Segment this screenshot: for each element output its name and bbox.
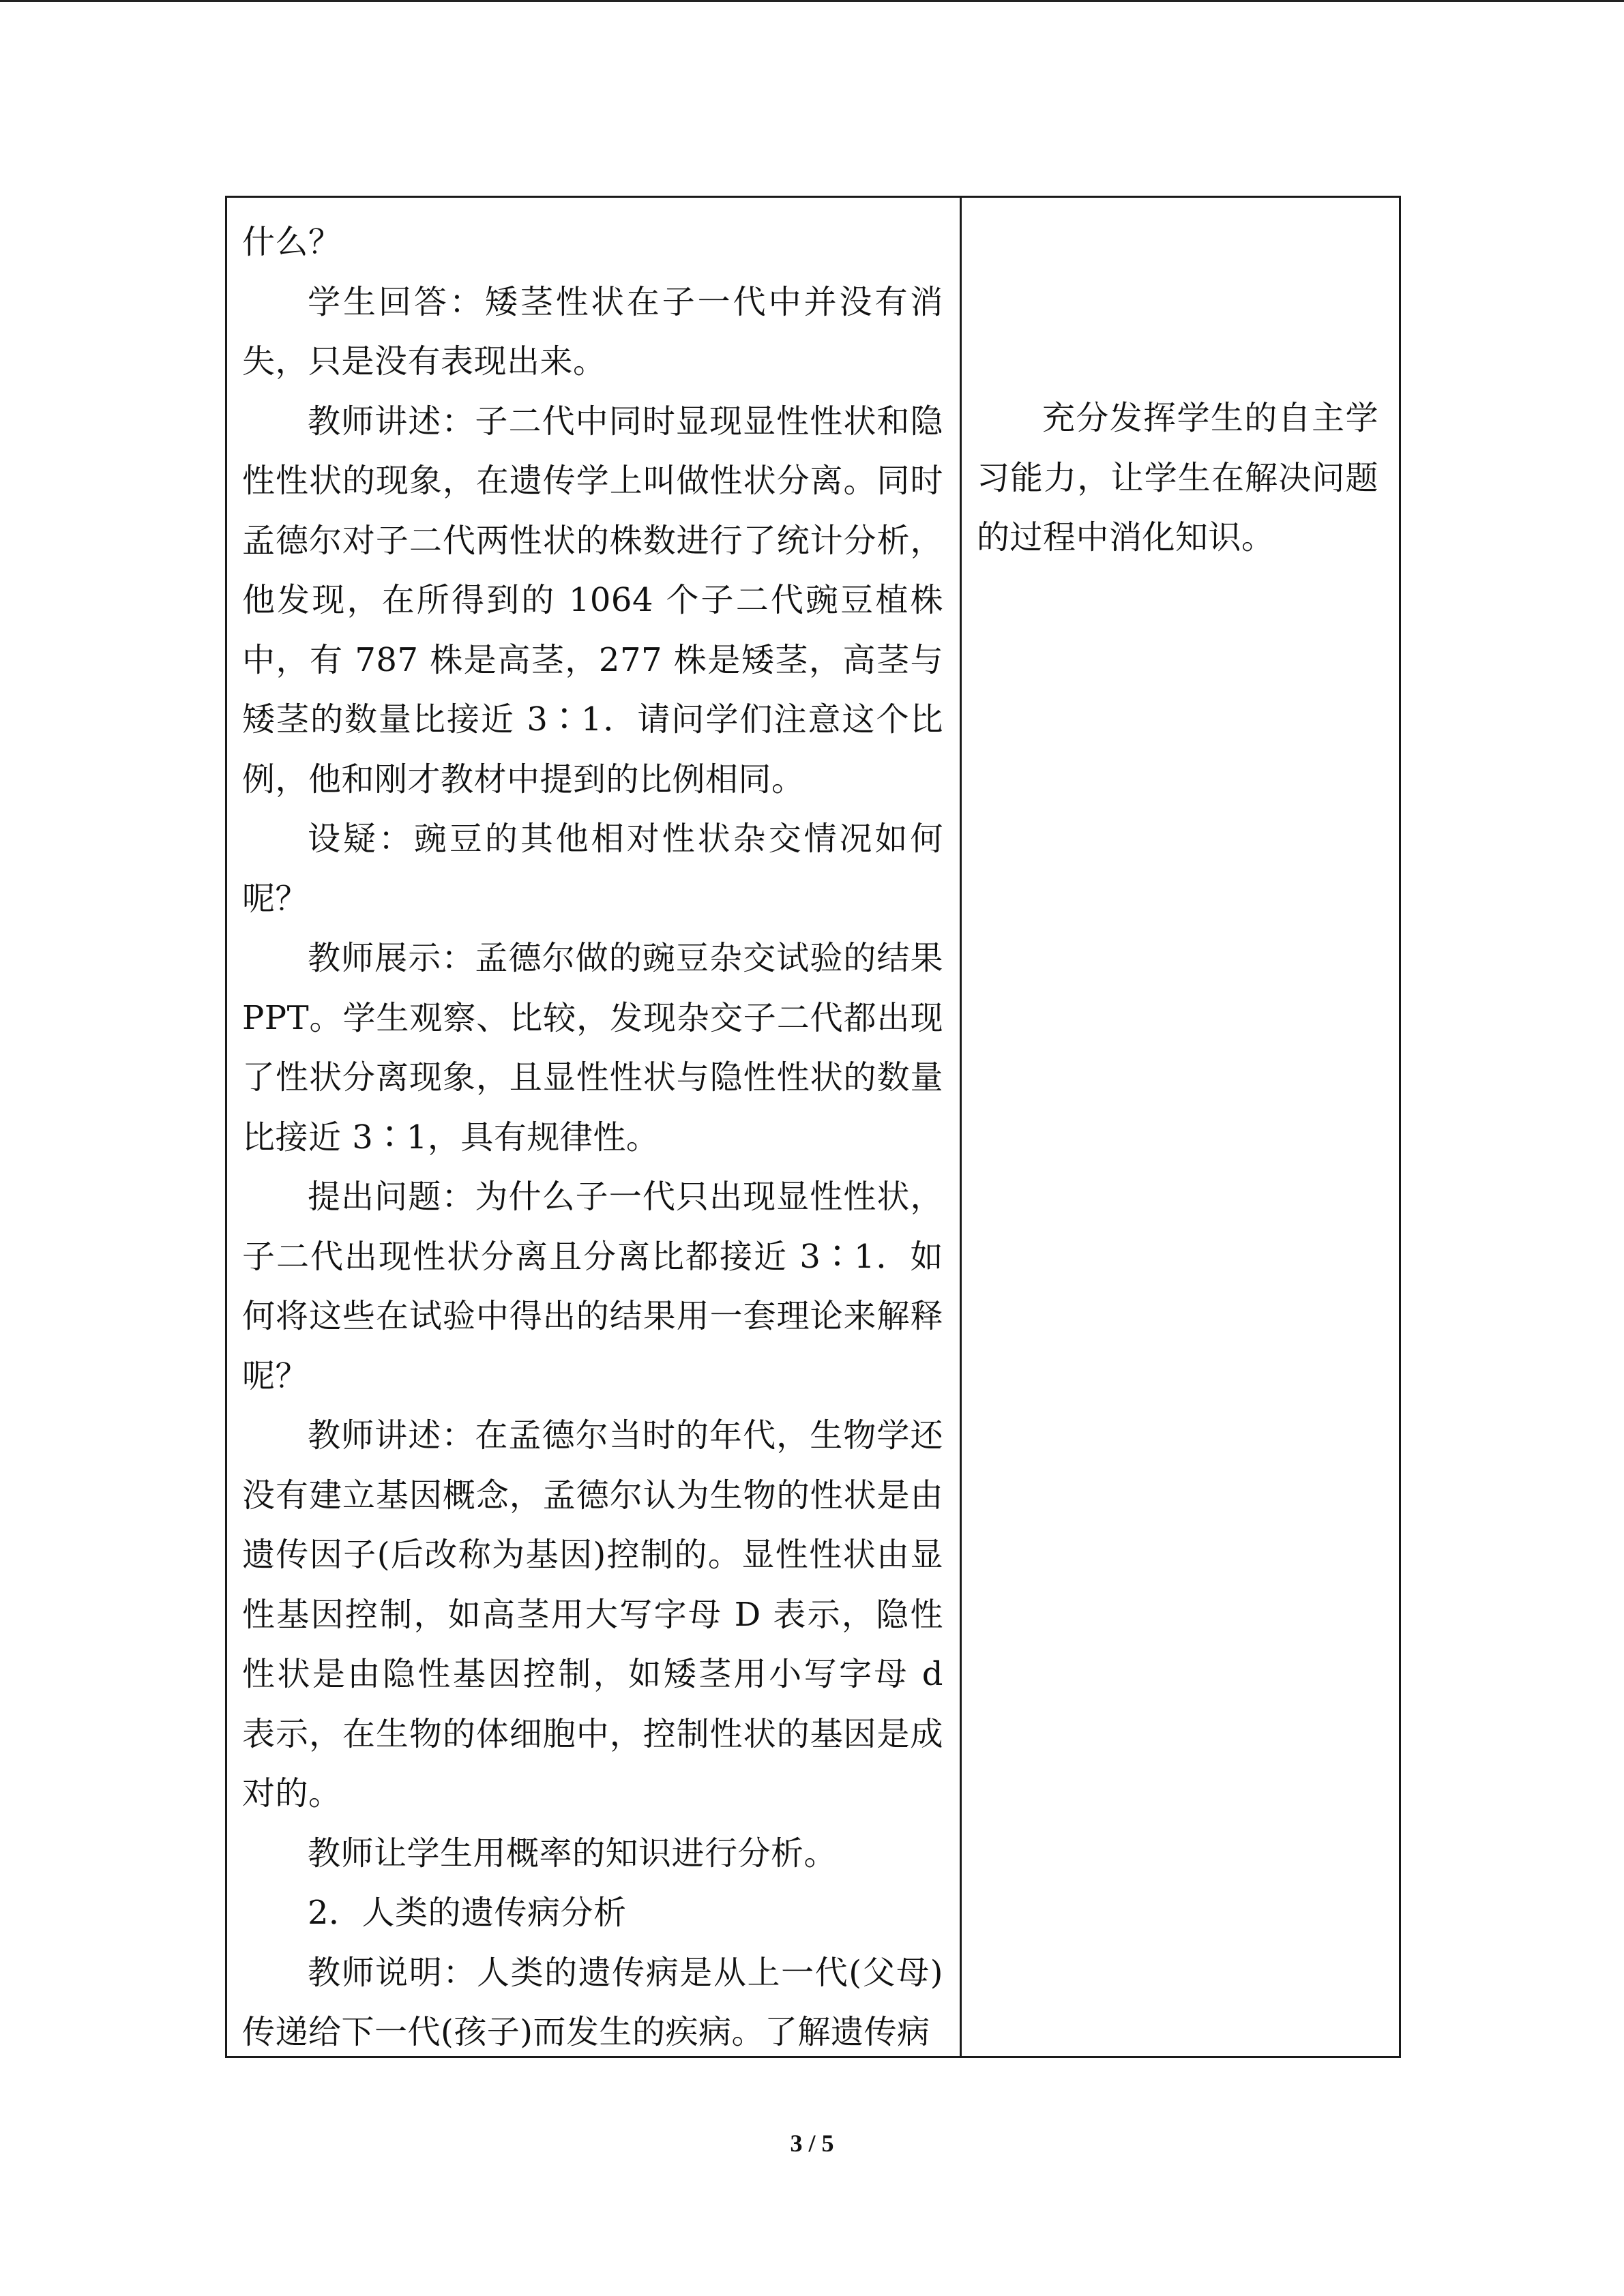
lesson-table: [225, 196, 1401, 2058]
page-number: 3 / 5: [790, 2130, 834, 2157]
paragraph: 教师说明：人类的遗传病是从上一代(父母)传递给下一代(孩子)而发生的疾病。了解遗传病: [242, 1953, 943, 2051]
page-top-rule: [0, 0, 1624, 2]
paragraph: 学生回答：矮茎性状在子一代中并没有消失，只是没有表现出来。: [242, 282, 943, 381]
design-intent-note: 充分发挥学生的自主学习能力，让学生在解决问题的过程中消化知识。: [977, 399, 1378, 556]
paragraph: 提出问题：为什么子一代只出现显性性状，子二代出现性状分离且分离比都接近 3∶1．如何将这些在试验中得出的结果用一套理论来解释呢？: [242, 1178, 943, 1395]
paragraph: 什么？: [242, 223, 342, 261]
paragraph: 2．人类的遗传病分析: [308, 1894, 627, 1932]
paragraph: 教师展示：孟德尔做的豌豆杂交试验的结果 PPT。学生观察、比较，发现杂交子二代都出现了性状分离现象，且显性性状与隐性性状的数量比接近 3∶1，具有规律性。: [242, 939, 943, 1157]
design-intent-column: [962, 198, 1399, 2056]
paragraph: 教师讲述：在孟德尔当时的年代，生物学还没有建立基因概念，孟德尔认为生物的性状是由遗传因子(后改称为基因)控制的。显性性状由显性基因控制，如高茎用大写字母 D 表示，隐性性状是由隐性基因控制，如矮茎用小写字母 d 表示，在生物的体细胞中，控制性状的基因是成对的。: [242, 1416, 943, 1813]
paragraph: 教师讲述：子二代中同时显现显性性状和隐性性状的现象，在遗传学上叫做性状分离。同时孟德尔对子二代两性状的株数进行了统计分析，他发现，在所得到的 1064 个子二代豌豆植株中，有 787 株是高茎，277 株是矮茎，高茎与矮茎的数量比接近 3∶1．请问学们注意这个比例，他和刚才教材中提到的比例相同。: [242, 402, 943, 799]
teaching-process-column: [227, 198, 962, 2056]
paragraph: 教师让学生用概率的知识进行分析。: [308, 1834, 838, 1873]
paragraph: 设疑：豌豆的其他相对性状杂交情况如何呢？: [242, 820, 943, 918]
